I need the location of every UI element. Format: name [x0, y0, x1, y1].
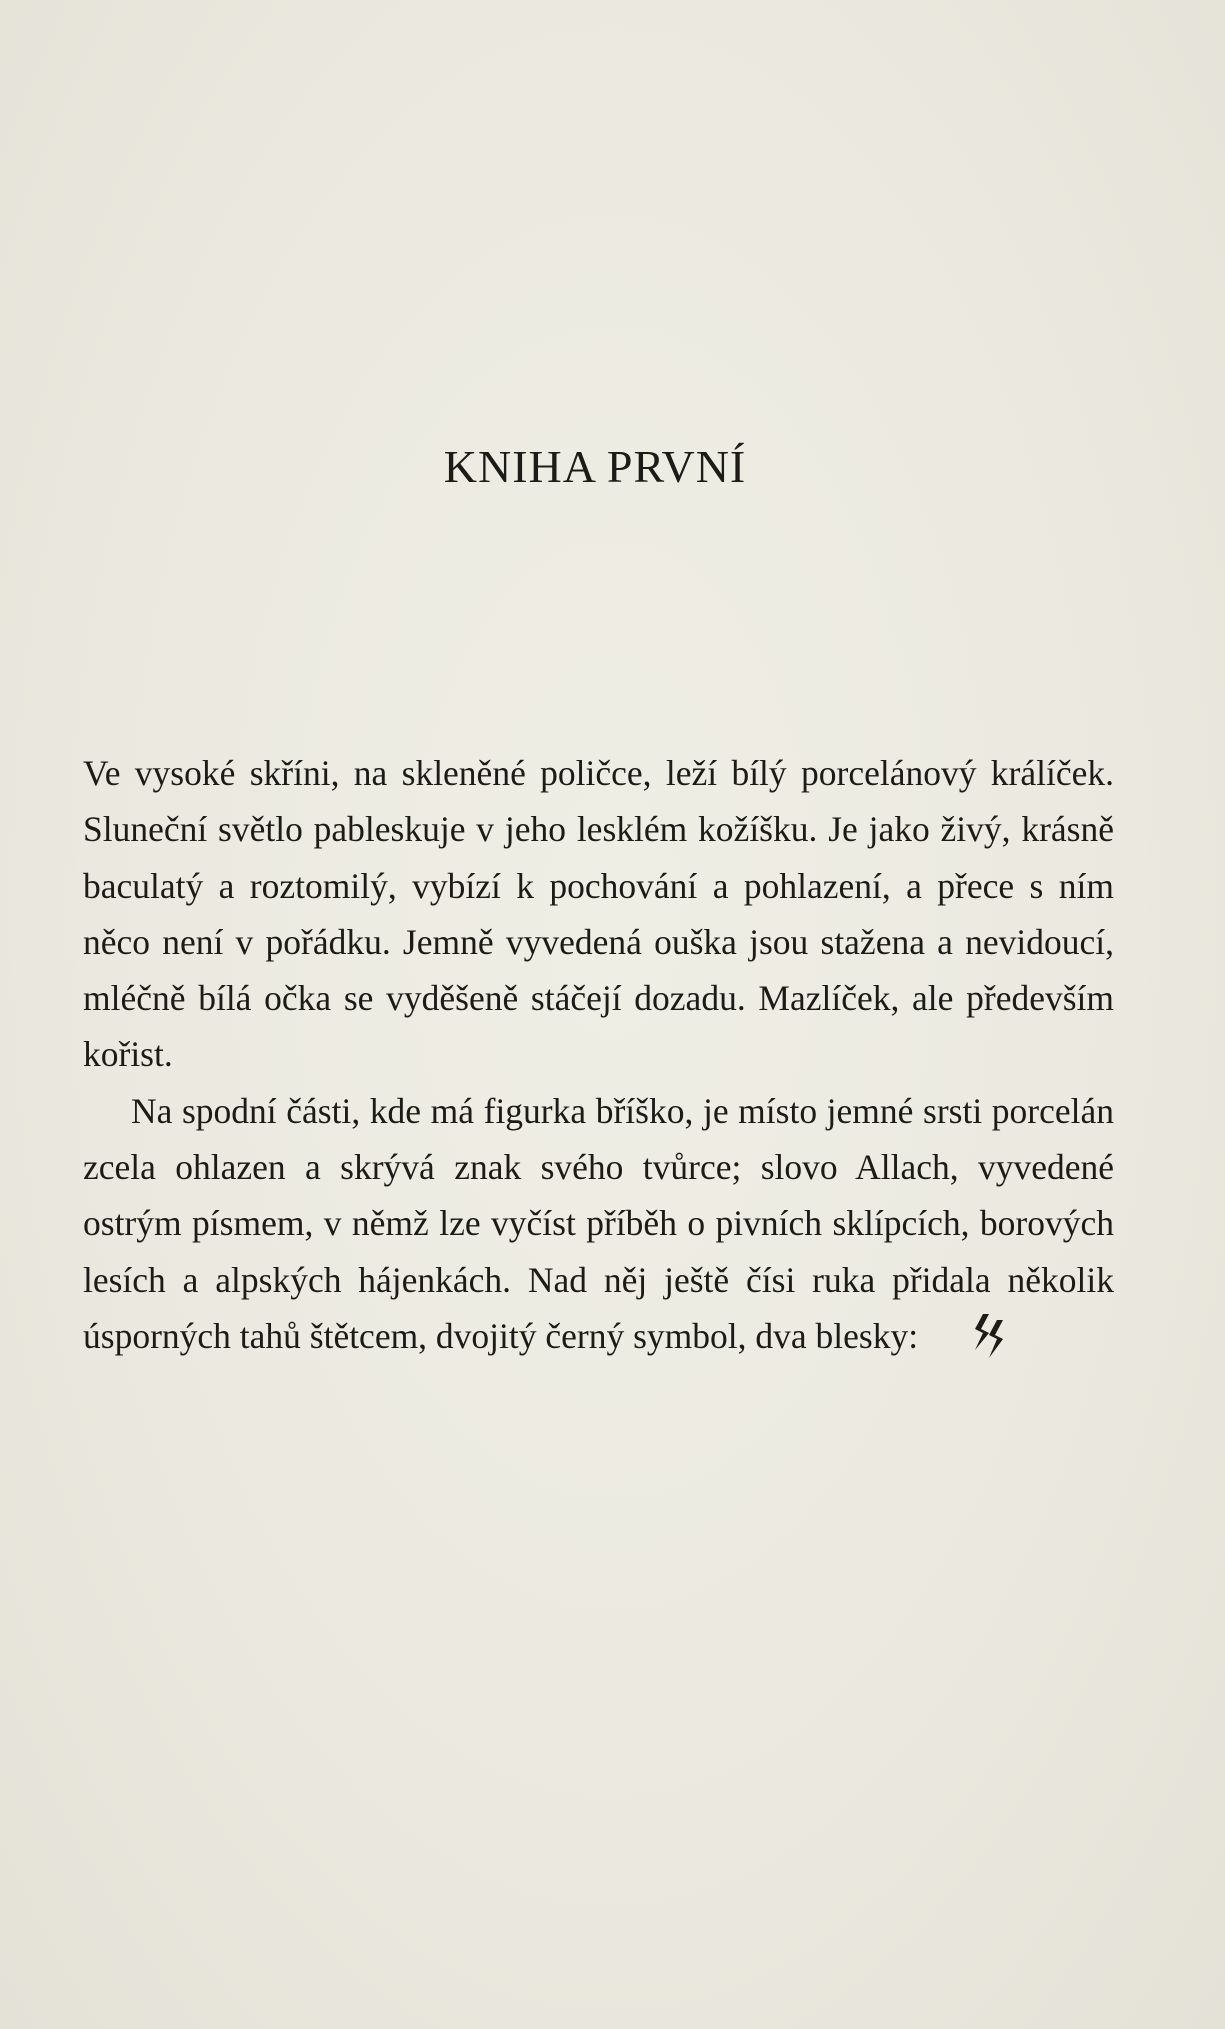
- paragraph-2: [83, 1083, 1114, 1376]
- double-lightning-rune-icon: [922, 1312, 1010, 1376]
- body-text: [83, 745, 1114, 1376]
- paragraph-1: Ve vysoké skříni, na skleněné poličce, leží bílý porcelánový králíček. Sluneční světlo pableskuje v jeho lesklém kožíšku. Je jako živý, krásně baculatý a roztomilý, vybízí k pochování a pohlazení, a přece s ním něco není v pořádku. Jemně vyvedená ouška jsou stažena a nevidoucí, mléčně bílá očka se vyděšeně stáčejí dozadu. Mazlíček, ale především kořist.: [83, 753, 1114, 1075]
- paragraph-2-text: Na spodní části, kde má figurka bříško, je místo jemné srsti porcelán zcela ohlazen a skrývá znak svého tvůrce; slovo Allach, vyvedené ostrým písmem, v němž lze vyčíst příběh o pivních sklípcích, borových lesích a alpských hájenkách. Nad něj ještě čísi ruka přidala několik úsporných tahů štětcem, dvojitý černý symbol, dva blesky:: [83, 1090, 1114, 1356]
- chapter-title: KNIHA PRVNÍ: [443, 441, 747, 492]
